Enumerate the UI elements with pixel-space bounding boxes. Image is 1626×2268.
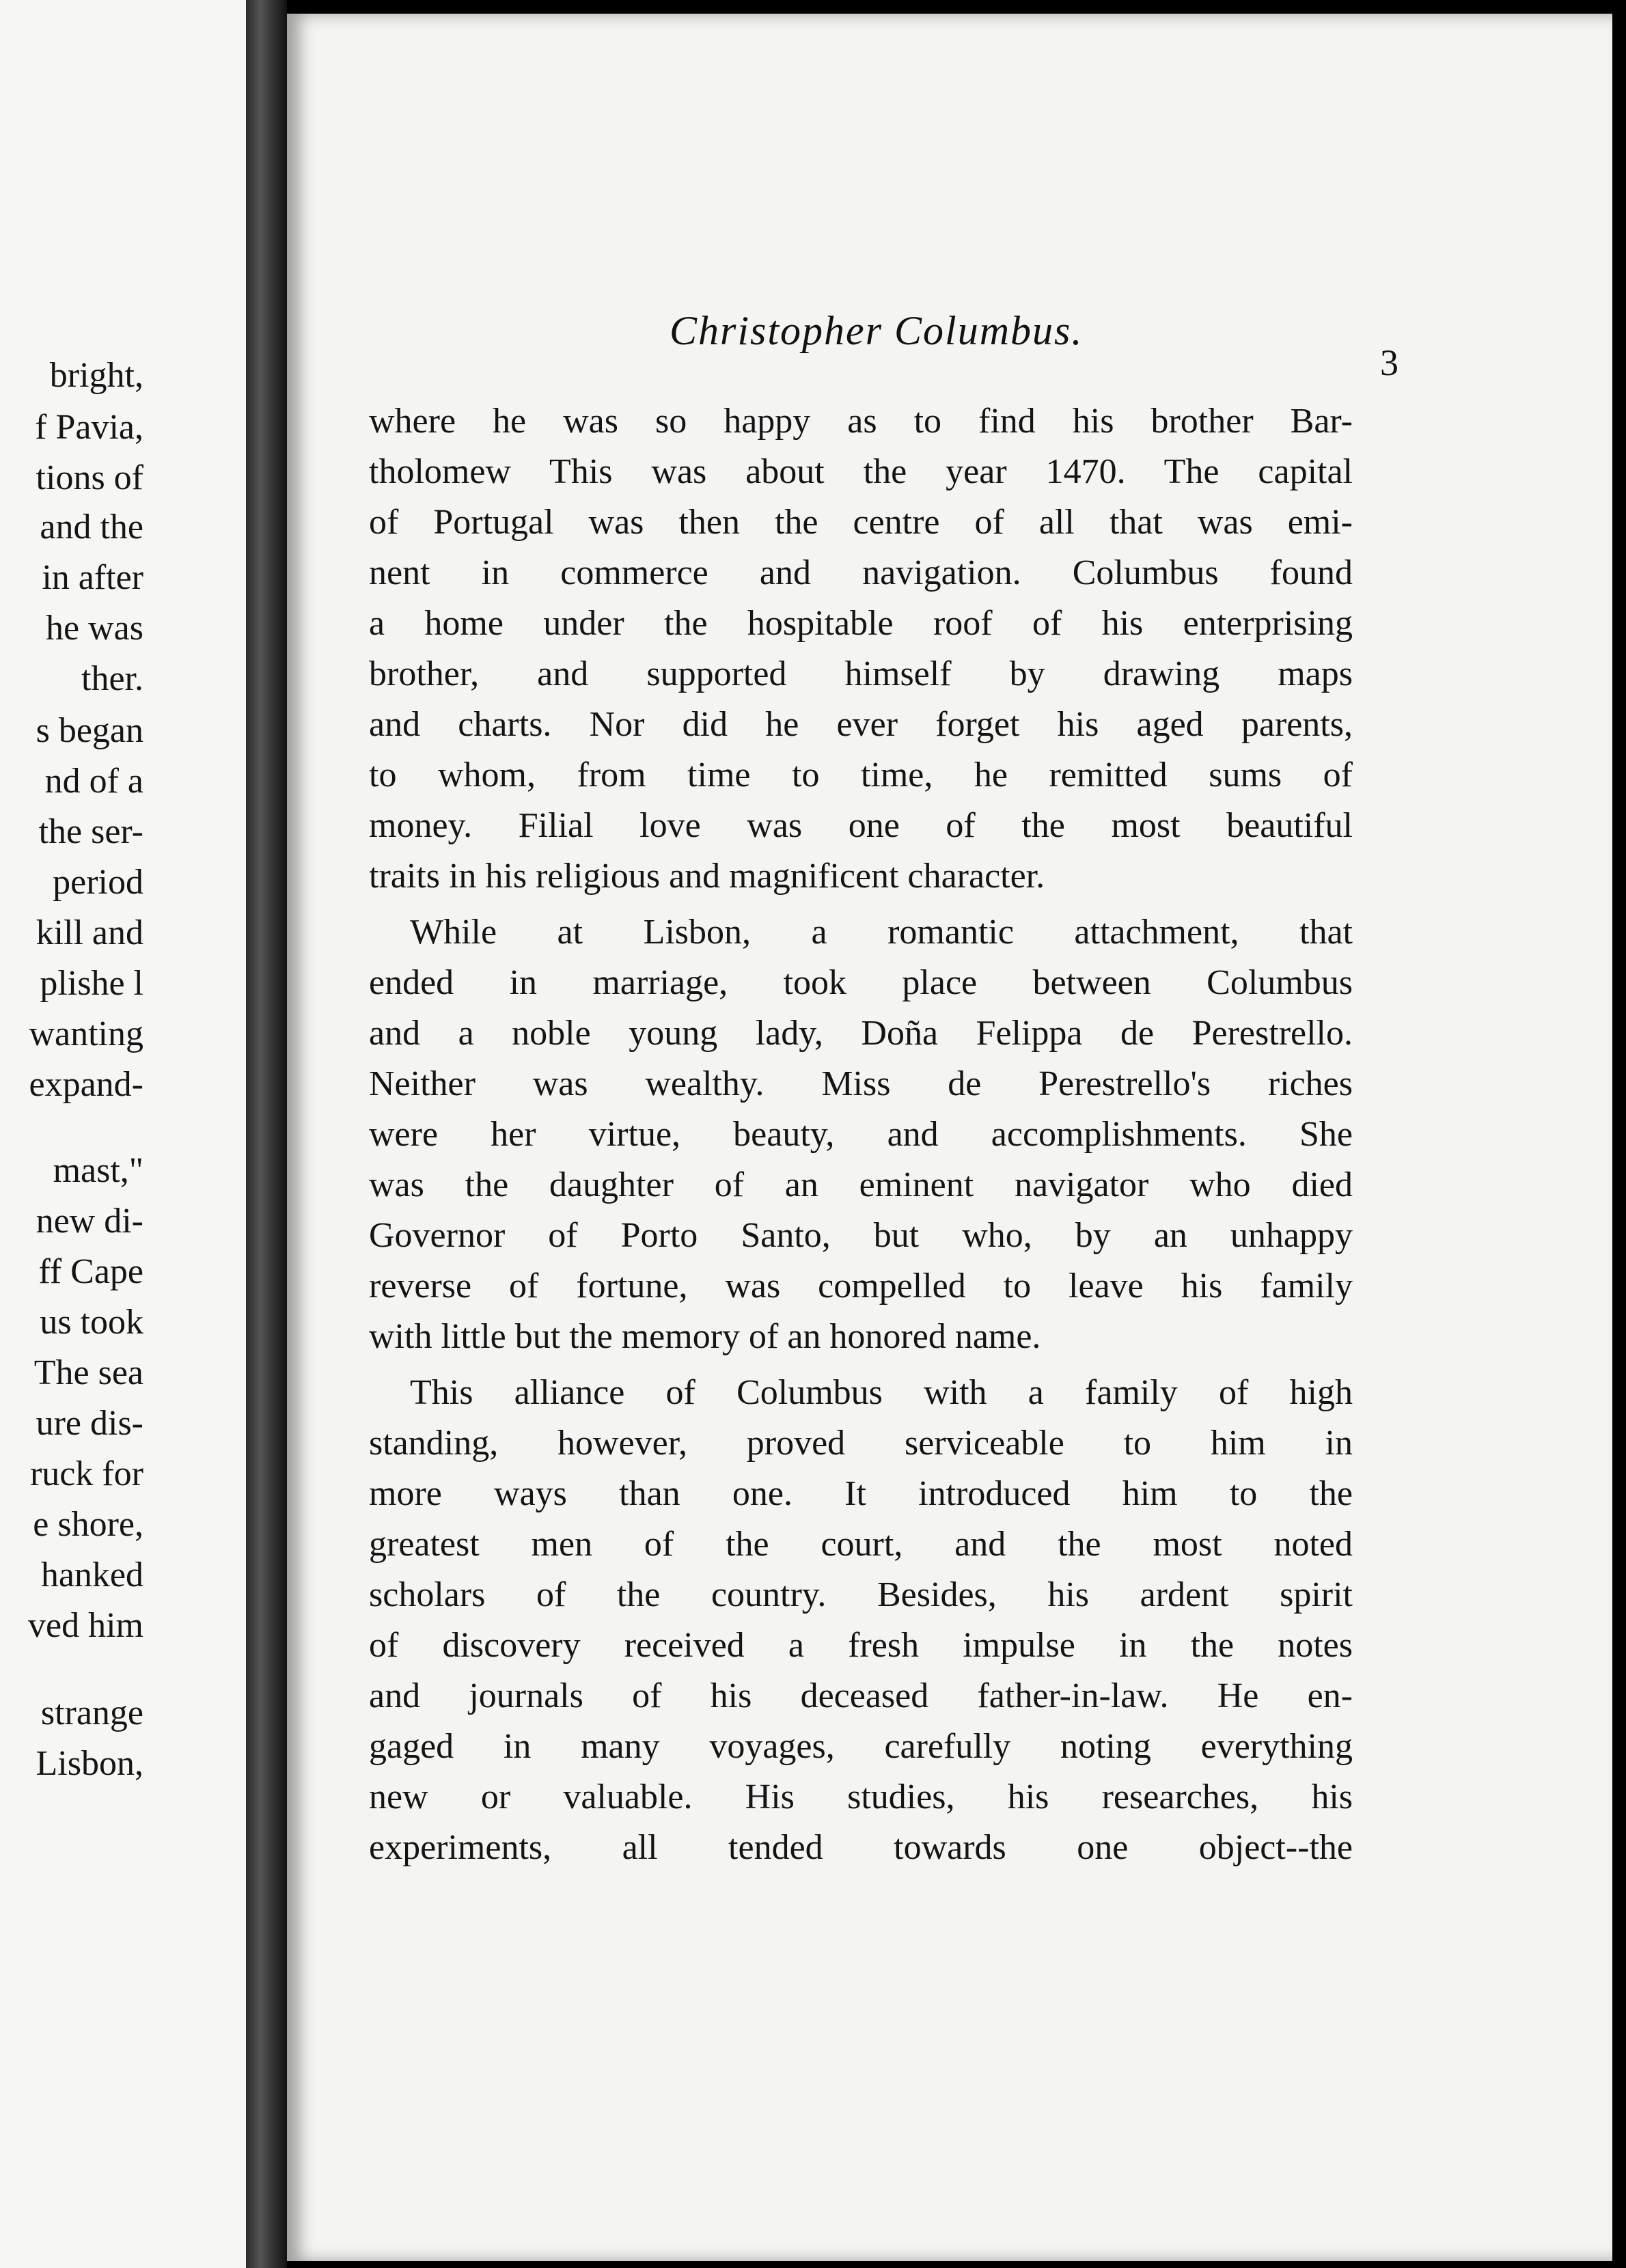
left-page-line: us took [40,1303,143,1342]
text-line: ended in marriage, took place between Columbus [369,963,1353,1002]
text-line: experiments, all tended towards one object--the [369,1828,1353,1867]
text-line: Governor of Porto Santo, but who, by an unhappy [369,1216,1353,1255]
text-line: While at Lisbon, a romantic attachment, that [410,913,1353,952]
paragraph [369,396,1353,902]
left-page-line: the ser- [38,812,143,851]
paragraph [369,1368,1353,1873]
text-line: brother, and supported himself by drawing maps [369,654,1353,693]
left-page-line: ff Cape [38,1252,143,1291]
left-page-line: ther. [81,659,143,698]
left-page-line: period [53,863,143,902]
left-page-line: expand- [29,1065,143,1104]
left-page-line: ruck for [29,1454,143,1493]
left-page-line: e shore, [33,1505,143,1544]
text-line: where he was so happy as to find his brother Bar- [369,402,1353,441]
left-page-line: The sea [33,1353,143,1392]
text-line: with little but the memory of an honored name. [369,1317,1041,1356]
left-page-line: bright, [49,356,143,395]
left-page-line: Lisbon, [36,1744,143,1783]
text-line: Neither was wealthy. Miss de Perestrello's riches [369,1064,1353,1103]
text-line: tholomew This was about the year 1470. The capital [369,452,1353,491]
text-line: new or valuable. His studies, his researches, his [369,1778,1353,1816]
left-page-line: tions of [36,458,143,497]
text-line: This alliance of Columbus with a family of high [410,1373,1353,1412]
left-page-line: f Pavia, [35,408,143,447]
left-page-line: plishe l [40,964,143,1003]
text-line: was the daughter of an eminent navigator who died [369,1165,1353,1204]
left-page-line: kill and [36,913,143,952]
text-line: to whom, from time to time, he remitted sums of [369,756,1353,794]
left-page-line: wanting [29,1014,143,1053]
text-line: greatest men of the court, and the most noted [369,1525,1353,1564]
left-page-line: strange [40,1693,143,1732]
left-page-line: nd of a [44,762,143,801]
left-page-line: and the [40,508,143,547]
text-line: more ways than one. It introduced him to the [369,1474,1353,1513]
left-page-line: ure dis- [36,1404,143,1443]
text-line: of Portugal was then the centre of all that was emi- [369,503,1353,542]
left-page-line: new di- [36,1202,143,1241]
right-page [287,14,1612,2261]
paragraph [369,907,1353,1362]
left-page [0,0,246,2268]
left-page-line: ved him [28,1606,143,1645]
text-line: gaged in many voyages, carefully noting everything [369,1727,1353,1766]
book-gutter [246,0,287,2268]
left-page-line: hanked [40,1555,143,1594]
text-line: a home under the hospitable roof of his enterprising [369,604,1353,643]
text-line: standing, however, proved serviceable to him in [369,1424,1353,1463]
text-line: money. Filial love was one of the most beautiful [369,806,1353,845]
running-head: Christopher Columbus. [670,308,1084,353]
text-line: nent in commerce and navigation. Columbus found [369,553,1353,592]
paragraph-gap [369,902,1353,907]
left-page-line: s began [36,711,143,750]
text-line: scholars of the country. Besides, his ardent spirit [369,1575,1353,1614]
text-line: traits in his religious and magnificent character. [369,857,1045,896]
body-text [369,396,1353,1873]
left-page-line: he was [46,609,143,648]
text-line: and charts. Nor did he ever forget his aged parents, [369,705,1353,744]
text-line: and journals of his deceased father-in-law. He en- [369,1676,1353,1715]
text-line: of discovery received a fresh impulse in the notes [369,1626,1353,1665]
text-line: and a noble young lady, Doña Felippa de Perestrello. [369,1014,1353,1053]
paragraph-gap [369,1362,1353,1368]
left-page-line: in after [42,558,143,597]
page-number: 3 [1380,342,1398,383]
text-line: were her virtue, beauty, and accomplishments. She [369,1115,1353,1154]
left-page-line: mast," [53,1151,143,1190]
text-line: reverse of fortune, was compelled to leave his family [369,1267,1353,1305]
